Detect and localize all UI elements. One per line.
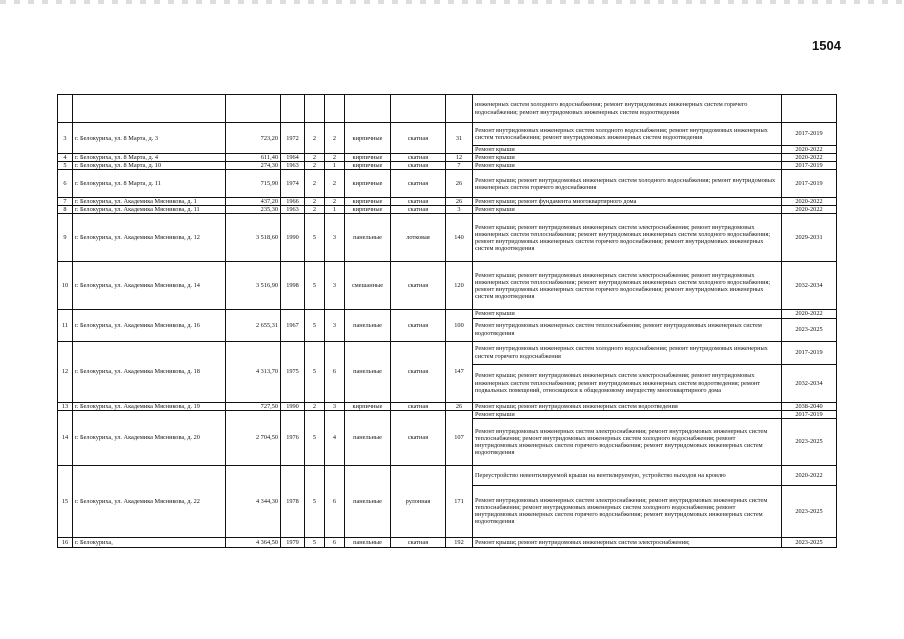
floors-cell: 5 — [305, 341, 325, 402]
table-row — [58, 154, 837, 162]
period-cell: 2023-2025 — [782, 418, 837, 465]
area-cell — [226, 95, 281, 123]
floors-cell: 2 — [305, 154, 325, 162]
area-cell: 2 704,50 — [226, 410, 281, 465]
area-cell: 3 516,90 — [226, 262, 281, 310]
wall-material-cell: панельные — [345, 537, 391, 547]
row-number: 5 — [58, 162, 73, 170]
works-cell: Ремонт внутридомовых инженерных систем холодного водоснабжения; ремонт внутридомовых инженерных систем горячего водоснабжения — [473, 341, 782, 364]
floors-cell: 5 — [305, 537, 325, 547]
wall-material-cell: панельные — [345, 410, 391, 465]
row-number: 12 — [58, 341, 73, 402]
period-cell: 2020-2022 — [782, 198, 837, 206]
works-cell: Ремонт крыши; ремонт фундамента многоквартирного дома — [473, 198, 782, 206]
apartments-cell: 140 — [446, 214, 473, 262]
period-cell: 2023-2025 — [782, 485, 837, 537]
entrances-cell: 3 — [325, 214, 345, 262]
year-cell: 1964 — [281, 154, 305, 162]
roof-type-cell: скатная — [391, 170, 446, 198]
year-cell: 1975 — [281, 341, 305, 402]
area-cell: 715,90 — [226, 170, 281, 198]
entrances-cell: 3 — [325, 402, 345, 410]
apartments-cell: 147 — [446, 341, 473, 402]
period-cell: 2017-2019 — [782, 170, 837, 198]
roof-type-cell: скатная — [391, 310, 446, 341]
works-cell: Ремонт внутридомовых инженерных систем электроснабжения; ремонт внутридомовых инженерных систем теплоснабжения; ремонт внутридомовых инженерных систем холодного водоснабжения; ремонт внутридомовых инженерных систем горячего водоснабжения; ремонт внутридомовых инженерных систем водоотведения — [473, 418, 782, 465]
works-cell: Ремонт крыши — [473, 162, 782, 170]
apartments-cell: 12 — [446, 154, 473, 162]
entrances-cell: 2 — [325, 154, 345, 162]
year-cell: 1979 — [281, 537, 305, 547]
row-number: 16 — [58, 537, 73, 547]
year-cell: 1963 — [281, 162, 305, 170]
floors-cell: 2 — [305, 402, 325, 410]
year-cell: 1966 — [281, 198, 305, 206]
floors-cell — [305, 95, 325, 123]
row-number: 9 — [58, 214, 73, 262]
roof-type-cell: скатная — [391, 206, 446, 214]
area-cell: 437,20 — [226, 198, 281, 206]
floors-cell: 2 — [305, 206, 325, 214]
scan-edge-artifact — [0, 0, 904, 4]
address-cell: г. Белокуриха, ул. Академика Мясникова, д. 12 — [73, 214, 226, 262]
row-number: 7 — [58, 198, 73, 206]
address-cell: г. Белокуриха, — [73, 537, 226, 547]
works-cell: Ремонт крыши — [473, 310, 782, 318]
period-cell: 2029-2031 — [782, 214, 837, 262]
year-cell: 1978 — [281, 465, 305, 537]
address-cell: г. Белокуриха, ул. Академика Мясникова, д. 19 — [73, 402, 226, 410]
works-cell: Ремонт крыши; ремонт внутридомовых инженерных систем электроснабжения; — [473, 537, 782, 547]
wall-material-cell: панельные — [345, 465, 391, 537]
period-cell: 2020-2022 — [782, 465, 837, 485]
roof-type-cell: скатная — [391, 410, 446, 465]
floors-cell: 2 — [305, 198, 325, 206]
area-cell: 2 655,31 — [226, 310, 281, 341]
row-number: 11 — [58, 310, 73, 341]
row-number: 14 — [58, 410, 73, 465]
period-cell: 2017-2019 — [782, 162, 837, 170]
apartments-cell: 7 — [446, 162, 473, 170]
address-cell: г. Белокуриха, ул. Академика Мясникова, д. 1 — [73, 198, 226, 206]
wall-material-cell: смешанные — [345, 262, 391, 310]
apartments-cell — [446, 95, 473, 123]
entrances-cell: 6 — [325, 537, 345, 547]
roof-type-cell: скатная — [391, 123, 446, 154]
year-cell: 1972 — [281, 123, 305, 154]
works-cell: Ремонт крыши; ремонт внутридомовых инженерных систем электроснабжения; ремонт внутридомовых инженерных систем теплоснабжения; ремонт внутридомовых инженерных систем холодного водоснабжения; ремонт внутридомовых инженерных систем горячего водоснабжения; ремонт внутридомовых инженерных систем водоотведения — [473, 214, 782, 262]
table-row — [58, 162, 837, 170]
works-cell: Переустройство невентилируемой крыши на вентилируемую, устройство выходов на кровлю — [473, 465, 782, 485]
apartments-cell: 26 — [446, 198, 473, 206]
period-cell: 2020-2022 — [782, 146, 837, 154]
address-cell — [73, 95, 226, 123]
roof-type-cell: скатная — [391, 341, 446, 402]
works-cell: Ремонт крыши; ремонт внутридомовых инженерных систем водоотведения — [473, 402, 782, 410]
period-cell: 2032-2034 — [782, 262, 837, 310]
area-cell: 4 364,50 — [226, 537, 281, 547]
year-cell: 1967 — [281, 310, 305, 341]
housing-repair-table — [57, 94, 837, 548]
entrances-cell: 2 — [325, 198, 345, 206]
row-number: 15 — [58, 465, 73, 537]
period-cell: 2038-2040 — [782, 402, 837, 410]
floors-cell: 2 — [305, 123, 325, 154]
floors-cell: 5 — [305, 410, 325, 465]
table-row — [58, 341, 837, 364]
area-cell: 727,50 — [226, 402, 281, 410]
apartments-cell: 26 — [446, 170, 473, 198]
wall-material-cell: кирпичные — [345, 206, 391, 214]
works-cell: Ремонт внутридомовых инженерных систем холодного водоснабжения; ремонт внутридомовых инженерных систем теплоснабжения; ремонт внутридомовых инженерных систем водоотведения — [473, 123, 782, 146]
table-row — [58, 410, 837, 418]
address-cell: г. Белокуриха, ул. Академика Мясникова, д. 11 — [73, 206, 226, 214]
period-cell: 2017-2019 — [782, 123, 837, 146]
area-cell: 274,30 — [226, 162, 281, 170]
works-cell: Ремонт крыши — [473, 154, 782, 162]
table-row — [58, 310, 837, 318]
address-cell: г. Белокуриха, ул. Академика Мясникова, д. 16 — [73, 310, 226, 341]
works-cell: Ремонт крыши; ремонт внутридомовых инженерных систем холодного водоснабжения; ремонт внутридомовых инженерных систем горячего водоснабжения — [473, 170, 782, 198]
roof-type-cell: рулонная — [391, 465, 446, 537]
table-row — [58, 465, 837, 485]
address-cell: г. Белокуриха, ул. Академика Мясникова, д. 22 — [73, 465, 226, 537]
period-cell: 2020-2022 — [782, 154, 837, 162]
entrances-cell — [325, 95, 345, 123]
address-cell: г. Белокуриха, ул. 8 Марта, д. 11 — [73, 170, 226, 198]
entrances-cell: 1 — [325, 162, 345, 170]
entrances-cell: 6 — [325, 465, 345, 537]
table-row — [58, 537, 837, 547]
roof-type-cell: лотковая — [391, 214, 446, 262]
row-number — [58, 95, 73, 123]
table-row — [58, 170, 837, 198]
address-cell: г. Белокуриха, ул. Академика Мясникова, д. 14 — [73, 262, 226, 310]
entrances-cell: 6 — [325, 341, 345, 402]
wall-material-cell: кирпичные — [345, 162, 391, 170]
entrances-cell: 3 — [325, 310, 345, 341]
address-cell: г. Белокуриха, ул. 8 Марта, д. 4 — [73, 154, 226, 162]
floors-cell: 5 — [305, 214, 325, 262]
address-cell: г. Белокуриха, ул. Академика Мясникова, д. 20 — [73, 410, 226, 465]
year-cell: 1990 — [281, 214, 305, 262]
year-cell: 1974 — [281, 170, 305, 198]
apartments-cell: 192 — [446, 537, 473, 547]
period-cell: 2032-2034 — [782, 364, 837, 402]
floors-cell: 5 — [305, 465, 325, 537]
apartments-cell: 31 — [446, 123, 473, 154]
works-cell: Ремонт крыши; ремонт внутридомовых инженерных систем электроснабжения; ремонт внутридомовых инженерных систем теплоснабжения; ремонт внутридомовых инженерных систем водоотведения; ремонт подвальных помещений, относящихся к общедомовому имуществу многоквартирного дома — [473, 364, 782, 402]
table-row — [58, 402, 837, 410]
area-cell: 4 344,30 — [226, 465, 281, 537]
roof-type-cell — [391, 95, 446, 123]
table-row — [58, 95, 837, 123]
apartments-cell: 171 — [446, 465, 473, 537]
wall-material-cell: кирпичные — [345, 170, 391, 198]
address-cell: г. Белокуриха, ул. 8 Марта, д. 3 — [73, 123, 226, 154]
year-cell: 1976 — [281, 410, 305, 465]
entrances-cell: 4 — [325, 410, 345, 465]
area-cell: 4 313,70 — [226, 341, 281, 402]
works-cell: Ремонт внутридомовых инженерных систем электроснабжения; ремонт внутридомовых инженерных систем теплоснабжения; ремонт внутридомовых инженерных систем холодного водоснабжения; ремонт внутридомовых инженерных систем горячего водоснабжения; ремонт внутридомовых инженерных систем водоотведения — [473, 485, 782, 537]
table-row — [58, 206, 837, 214]
table-row — [58, 214, 837, 262]
area-cell: 235,30 — [226, 206, 281, 214]
entrances-cell: 3 — [325, 262, 345, 310]
table-body — [58, 95, 837, 548]
roof-type-cell: скатная — [391, 262, 446, 310]
wall-material-cell: кирпичные — [345, 198, 391, 206]
page-number: 1504 — [812, 38, 841, 53]
period-cell: 2023-2025 — [782, 318, 837, 341]
period-cell: 2017-2019 — [782, 341, 837, 364]
apartments-cell: 107 — [446, 410, 473, 465]
area-cell: 723,20 — [226, 123, 281, 154]
floors-cell: 2 — [305, 162, 325, 170]
area-cell: 3 518,60 — [226, 214, 281, 262]
floors-cell: 5 — [305, 262, 325, 310]
year-cell: 1998 — [281, 262, 305, 310]
row-number: 8 — [58, 206, 73, 214]
wall-material-cell — [345, 95, 391, 123]
roof-type-cell: скатная — [391, 198, 446, 206]
row-number: 6 — [58, 170, 73, 198]
row-number: 10 — [58, 262, 73, 310]
floors-cell: 2 — [305, 170, 325, 198]
wall-material-cell: панельные — [345, 214, 391, 262]
table-row — [58, 198, 837, 206]
period-cell — [782, 95, 837, 123]
period-cell: 2017-2019 — [782, 410, 837, 418]
year-cell: 1990 — [281, 402, 305, 410]
works-cell: Ремонт крыши; ремонт внутридомовых инженерных систем электроснабжения; ремонт внутридомовых инженерных систем теплоснабжения; ремонт внутридомовых инженерных систем холодного водоснабжения; ремонт внутридомовых инженерных систем горячего водоснабжения; ремонт внутридомовых инженерных систем водоотведения — [473, 262, 782, 310]
works-cell: Ремонт внутридомовых инженерных систем теплоснабжения; ремонт внутридомовых инженерных систем водоотведения — [473, 318, 782, 341]
year-cell — [281, 95, 305, 123]
wall-material-cell: кирпичные — [345, 402, 391, 410]
wall-material-cell: панельные — [345, 310, 391, 341]
roof-type-cell: скатная — [391, 402, 446, 410]
table-row — [58, 262, 837, 310]
floors-cell: 5 — [305, 310, 325, 341]
entrances-cell: 2 — [325, 123, 345, 154]
entrances-cell: 2 — [325, 170, 345, 198]
entrances-cell: 1 — [325, 206, 345, 214]
roof-type-cell: скатная — [391, 537, 446, 547]
apartments-cell: 3 — [446, 206, 473, 214]
roof-type-cell: скатная — [391, 154, 446, 162]
apartments-cell: 26 — [446, 402, 473, 410]
works-cell: Ремонт крыши — [473, 410, 782, 418]
address-cell: г. Белокуриха, ул. 8 Марта, д. 10 — [73, 162, 226, 170]
row-number: 4 — [58, 154, 73, 162]
period-cell: 2023-2025 — [782, 537, 837, 547]
works-cell: Ремонт крыши — [473, 206, 782, 214]
period-cell: 2020-2022 — [782, 206, 837, 214]
wall-material-cell: панельные — [345, 341, 391, 402]
row-number: 13 — [58, 402, 73, 410]
apartments-cell: 120 — [446, 262, 473, 310]
row-number: 3 — [58, 123, 73, 154]
wall-material-cell: кирпичные — [345, 123, 391, 154]
area-cell: 611,40 — [226, 154, 281, 162]
roof-type-cell: скатная — [391, 162, 446, 170]
works-cell: инженерных систем холодного водоснабжения; ремонт внутридомовых инженерных систем горячего водоснабжения; ремонт внутридомовых инженерных систем водоотведения — [473, 95, 782, 123]
period-cell: 2020-2022 — [782, 310, 837, 318]
year-cell: 1963 — [281, 206, 305, 214]
table-row — [58, 123, 837, 146]
works-cell: Ремонт крыши — [473, 146, 782, 154]
apartments-cell: 100 — [446, 310, 473, 341]
address-cell: г. Белокуриха, ул. Академика Мясникова, д. 18 — [73, 341, 226, 402]
wall-material-cell: кирпичные — [345, 154, 391, 162]
